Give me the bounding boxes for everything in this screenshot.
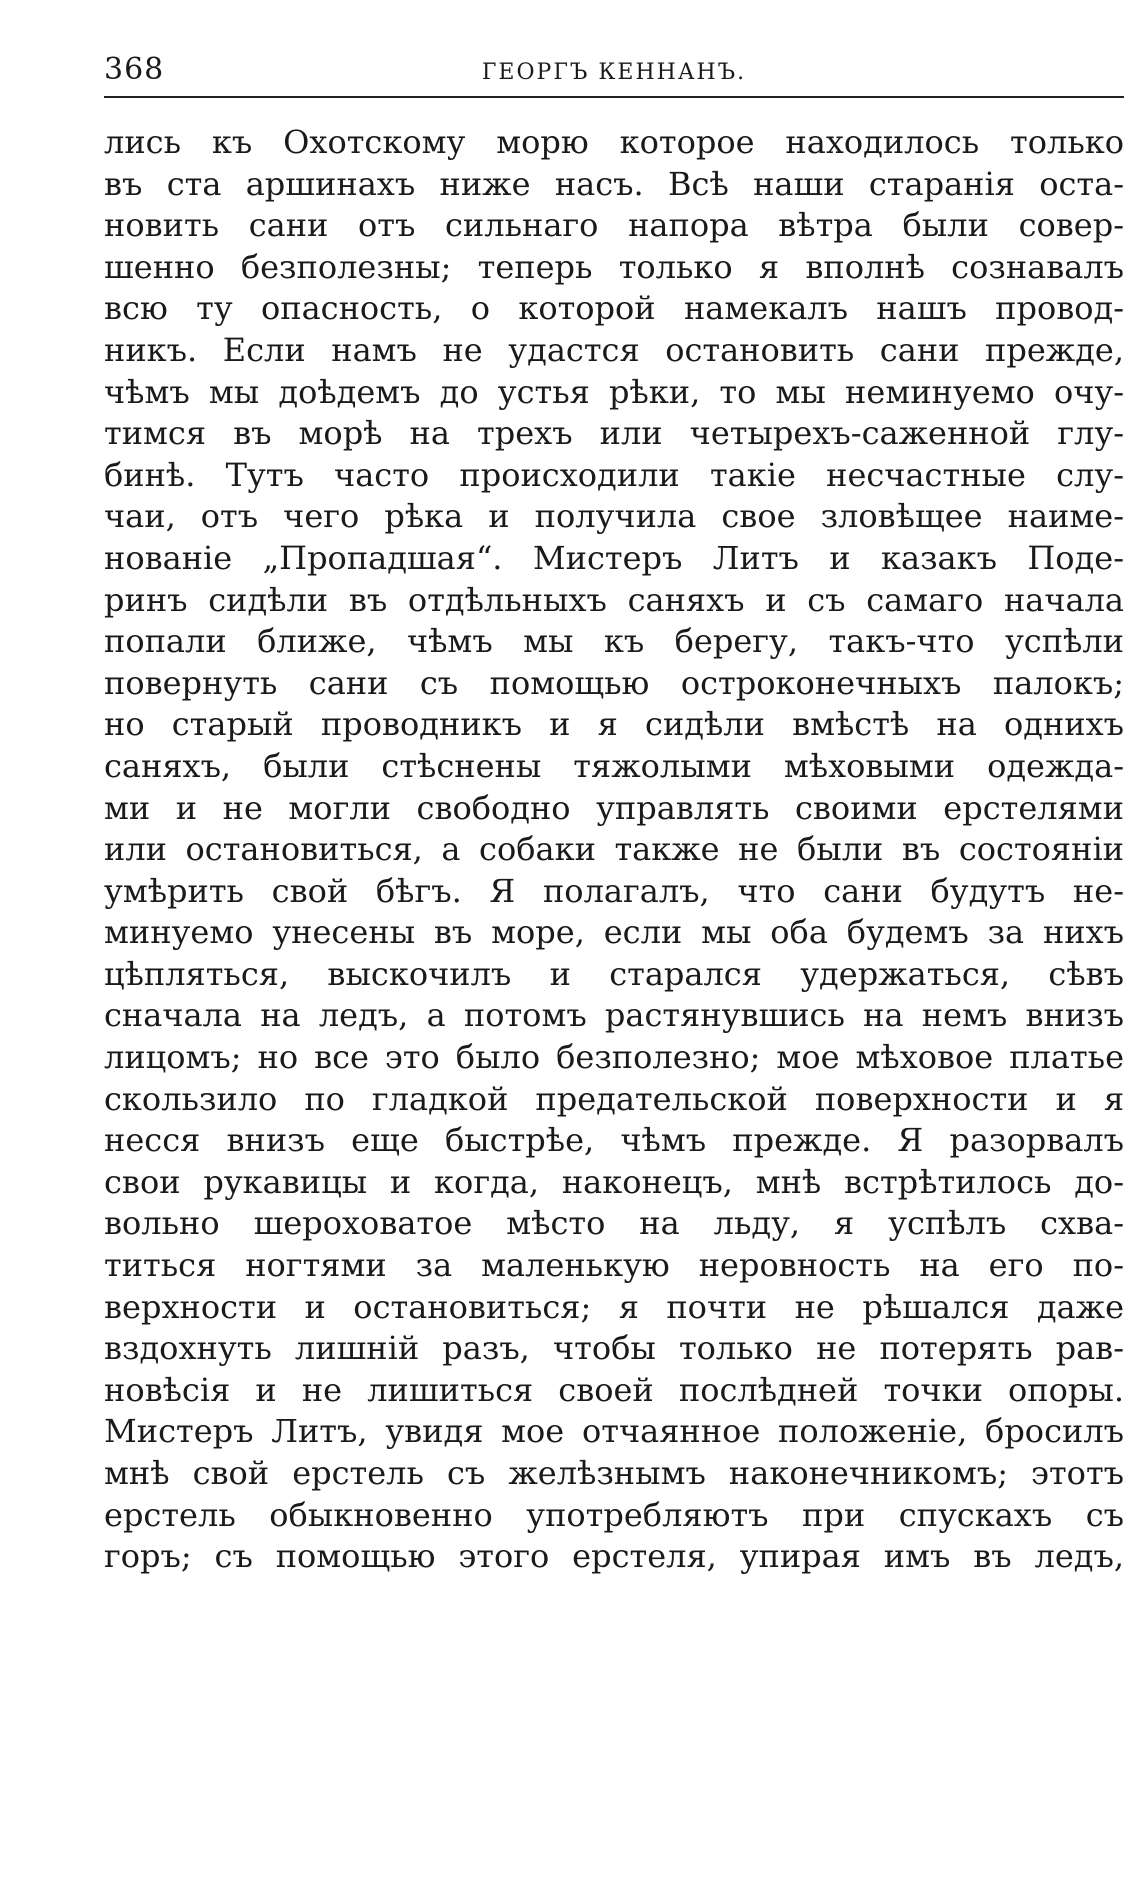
text-line: но старый проводникъ и я сидѣли вмѣстѣ на однихъ: [104, 705, 1124, 744]
text-line: никъ. Если намъ не удастся остановить сани прежде,: [104, 330, 1124, 369]
text-line: чаи, отъ чего рѣка и получила свое зловѣщее наиме-: [104, 497, 1124, 536]
text-line: саняхъ, были стѣснены тяжолыми мѣховыми одежда-: [104, 746, 1124, 785]
text-line: свои рукавицы и когда, наконецъ, мнѣ встрѣтилось до-: [104, 1162, 1124, 1201]
text-line: титься ногтями за маленькую неровность на его по-: [104, 1246, 1124, 1285]
running-head: [104, 52, 1124, 98]
text-line: цѣпляться, выскочилъ и старался удержаться, сѣвъ: [104, 954, 1124, 993]
text-line: горъ; съ помощью этого ерстеля, упирая имъ въ ледъ,: [104, 1537, 1124, 1576]
body-text: [104, 122, 1124, 1578]
text-line: Мистеръ Литъ, увидя мое отчаянное положеніе, бросилъ: [104, 1412, 1124, 1451]
text-line: лись къ Охотскому морю которое находилось только: [104, 123, 1124, 161]
running-title: ГЕОРГЪ КЕННАНЪ.: [481, 60, 747, 85]
text-line: въ ста аршинахъ ниже насъ. Всѣ наши старанія оста-: [104, 164, 1124, 203]
text-line: новить сани отъ сильнаго напора вѣтра были совер-: [104, 206, 1124, 245]
text-line: ерстель обыкновенно употребляютъ при спускахъ съ: [104, 1495, 1124, 1534]
text-line: лицомъ; но все это было безполезно; мое мѣховое платье: [104, 1038, 1124, 1077]
text-line: ми и не могли свободно управлять своими ерстелями: [104, 788, 1124, 827]
text-line: чѣмъ мы доѣдемъ до устья рѣки, то мы неминуемо очу-: [104, 372, 1124, 411]
text-line: умѣрить свой бѣгъ. Я полагалъ, что сани будутъ не-: [104, 871, 1124, 910]
text-line: шенно безполезны; теперь только я вполнѣ сознавалъ: [104, 247, 1124, 286]
text-line: верхности и остановиться; я почти не рѣшался даже: [104, 1287, 1124, 1326]
text-line: новѣсія и не лишиться своей послѣдней точки опоры.: [104, 1370, 1124, 1409]
page-number: 368: [104, 52, 165, 87]
text-line: повернуть сани съ помощью остроконечныхъ палокъ;: [104, 663, 1124, 702]
text-line: нованіе „Пропадшая“. Мистеръ Литъ и казакъ Поде-: [104, 538, 1124, 577]
text-line: минуемо унесены въ море, если мы оба будемъ за нихъ: [104, 913, 1124, 952]
text-line: всю ту опасность, о которой намекалъ нашъ провод-: [104, 289, 1124, 328]
text-line: ринъ сидѣли въ отдѣльныхъ саняхъ и съ самаго начала: [104, 580, 1124, 619]
book-page: [104, 52, 1124, 1578]
text-line: скользило по гладкой предательской поверхности и я: [104, 1079, 1124, 1118]
text-line: бинѣ. Тутъ часто происходили такіе несчастные слу-: [104, 455, 1124, 494]
text-line: сначала на ледъ, а потомъ растянувшись на немъ внизъ: [104, 996, 1124, 1035]
text-line: мнѣ свой ерстель съ желѣзнымъ наконечникомъ; этотъ: [104, 1454, 1124, 1492]
text-line: вздохнуть лишній разъ, чтобы только не потерять рав-: [104, 1329, 1124, 1368]
text-line: вольно шероховатое мѣсто на льду, я успѣлъ схва-: [104, 1204, 1124, 1243]
text-line: или остановиться, а собаки также не были въ состояніи: [104, 830, 1124, 869]
text-line: попали ближе, чѣмъ мы къ берегу, такъ-что успѣли: [104, 622, 1124, 661]
text-line: тимся въ морѣ на трехъ или четырехъ-саженной глу-: [104, 414, 1124, 453]
text-line: несся внизъ еще быстрѣе, чѣмъ прежде. Я разорвалъ: [104, 1121, 1124, 1160]
